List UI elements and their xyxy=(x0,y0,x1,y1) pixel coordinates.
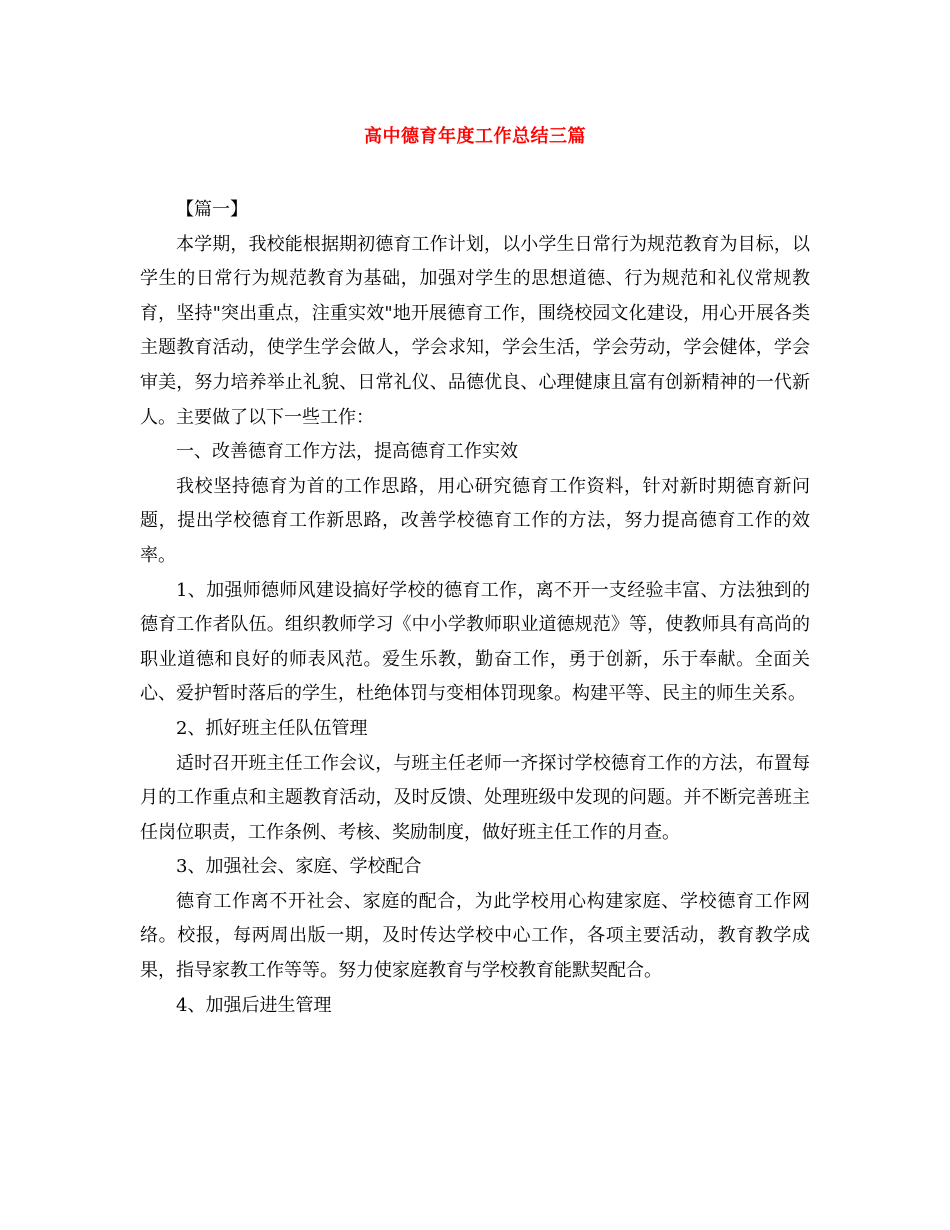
paragraph-teacher-ethics: 1、加强师德师风建设搞好学校的德育工作，离不开一支经验丰富、方法独到的德育工作者队伍。组织教师学习《中小学教师职业道德规范》等，使教师具有高尚的职业道德和良好的师表风范。爱生乐教，勤奋工作，勇于创新，乐于奉献。全面关心、爱护暂时落后的学生，杜绝体罚与变相体罚现象。构建平等、民主的师生关系。 xyxy=(140,579,810,705)
heading-underachievers: 4、加强后进生管理 xyxy=(176,994,332,1016)
paragraph-methods: 我校坚持德育为首的工作思路，用心研究德育工作资料，针对新时期德育新问题，提出学校德育工作新思路，改善学校德育工作的方法，努力提高德育工作的效率。 xyxy=(140,475,810,566)
heading-head-teacher-management: 2、抓好班主任队伍管理 xyxy=(176,717,368,739)
heading-improve-methods: 一、改善德育工作方法，提高德育工作实效 xyxy=(176,441,518,463)
heading-cooperation: 3、加强社会、家庭、学校配合 xyxy=(176,856,422,878)
section-heading-part-one: 【篇一】 xyxy=(176,199,248,220)
intro-paragraph: 本学期，我校能根据期初德育工作计划，以小学生日常行为规范教育为目标，以学生的日常行为规范教育为基础，加强对学生的思想道德、行为规范和礼仪常规教育，坚持"突出重点，注重实效"地开展德育工作，围绕校园文化建设，用心开展各类主题教育活动，使学生学会做人，学会求知，学会生活，学会劳动，学会健体，学会审美，努力培养举止礼貌、日常礼仪、品德优良、心理健康且富有创新精神的一代新人。主要做了以下一些工作： xyxy=(140,233,810,428)
paragraph-head-teacher: 适时召开班主任工作会议，与班主任老师一齐探讨学校德育工作的方法，布置每月的工作重点和主题教育活动，及时反馈、处理班级中发现的问题。并不断完善班主任岗位职责，工作条例、考核、奖励制度，做好班主任工作的月查。 xyxy=(140,752,810,843)
paragraph-cooperation: 德育工作离不开社会、家庭的配合，为此学校用心构建家庭、学校德育工作网络。校报，每两周出版一期，及时传达学校中心工作，各项主要活动，教育教学成果，指导家教工作等等。努力使家庭教育与学校教育能默契配合。 xyxy=(140,890,810,982)
document-title: 高中德育年度工作总结三篇 xyxy=(364,126,586,147)
document-body xyxy=(140,193,810,1023)
